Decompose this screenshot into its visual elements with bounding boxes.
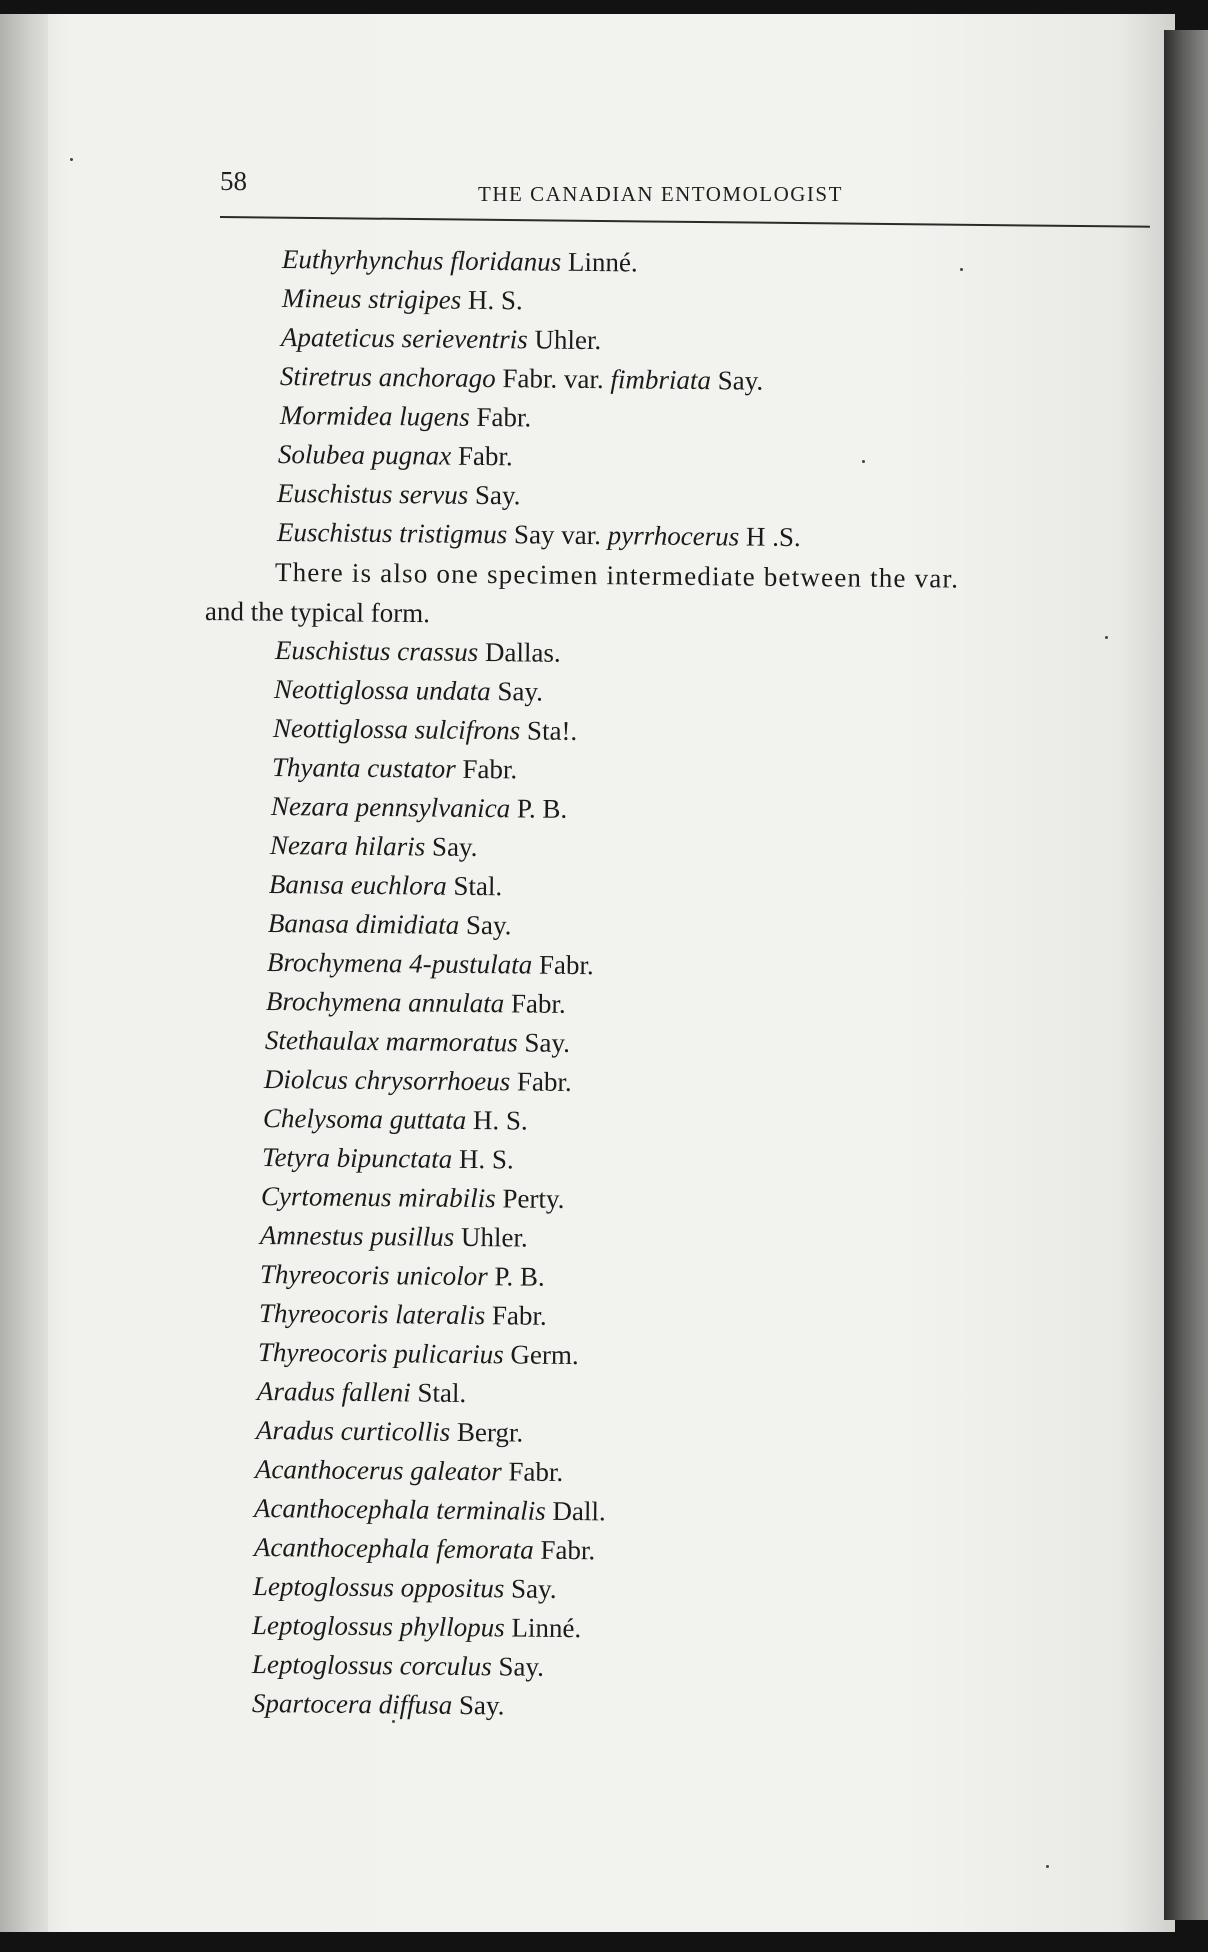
species-name: Brochymena 4-pustulata	[266, 947, 533, 980]
species-name: Euthyrhynchus floridanus	[281, 244, 562, 277]
species-name: Thyreocoris pulicarius	[257, 1337, 504, 1370]
species-name: Mineus strigipes	[281, 283, 462, 315]
species-name: Stethaulax marmoratus	[264, 1025, 518, 1058]
list-item	[267, 946, 594, 981]
list-item	[277, 516, 801, 553]
list-item	[260, 1219, 528, 1254]
species-name: Apateticus serieventris	[280, 322, 528, 355]
authority: Uhler.	[454, 1221, 528, 1253]
authority: H. S.	[461, 284, 523, 316]
list-item	[270, 829, 478, 863]
list-item	[263, 1102, 528, 1137]
list-item	[277, 477, 521, 511]
list-item	[258, 1336, 579, 1371]
list-item	[272, 751, 518, 785]
authority: Stal.	[446, 870, 503, 902]
species-name: Acanthocerus galeator	[254, 1454, 502, 1487]
list-item	[274, 673, 543, 708]
authority: Say.	[468, 479, 521, 511]
authority: Sta!.	[520, 715, 578, 746]
authority: Say.	[517, 1027, 571, 1058]
list-item	[278, 438, 513, 472]
authority: H. S.	[452, 1143, 514, 1175]
authority: Bergr.	[450, 1416, 524, 1448]
list-item	[273, 712, 578, 747]
species-name: Aradus falleni	[256, 1376, 411, 1408]
authority: Fabr.	[504, 988, 566, 1019]
species-name: Acanthocephala femorata	[253, 1532, 534, 1565]
list-item	[252, 1609, 582, 1644]
authority: Say var.	[507, 519, 608, 551]
species-name: Thyreocoris lateralis	[258, 1298, 486, 1331]
list-item	[253, 1570, 557, 1605]
list-item	[282, 243, 638, 278]
dust-speck	[392, 1720, 395, 1723]
species-name: Spartocera diffusa	[251, 1688, 453, 1720]
list-item	[280, 399, 532, 433]
species-name: Banasa dimidiata	[267, 908, 460, 940]
species-name: Leptoglossus phyllopus	[251, 1610, 505, 1643]
species-name: Tetyra bipunctata	[261, 1142, 453, 1174]
list-item	[257, 1375, 467, 1409]
species-name: Nezara pennsylvanica	[270, 791, 511, 824]
species-name: Thyanta custator	[271, 752, 456, 784]
list-item	[261, 1180, 565, 1215]
authority: Dall.	[545, 1495, 606, 1527]
list-item	[268, 907, 512, 941]
dust-speck	[70, 158, 73, 161]
list-item	[260, 1258, 545, 1293]
dust-speck	[862, 460, 865, 463]
authority: Fabr.	[451, 440, 513, 472]
species-name: Mormidea lugens	[279, 400, 470, 432]
species-name: Acanthocephala terminalis	[253, 1493, 546, 1526]
authority: Perty.	[495, 1183, 565, 1214]
list-item	[254, 1531, 596, 1566]
authority: Stal.	[410, 1377, 467, 1409]
species-name: Stiretrus anchorago	[279, 361, 496, 394]
authority: Say.	[490, 676, 544, 707]
species-name: Diolcus chrysorrhoeus	[263, 1064, 511, 1097]
list-item	[262, 1141, 514, 1175]
authority: Fabr.	[501, 1456, 564, 1487]
list-item	[275, 634, 561, 669]
species-name: Neottiglossa sulcifrons	[272, 713, 521, 746]
authority: Say.	[459, 909, 512, 941]
species-name: Solubea pugnax	[277, 439, 452, 471]
species-name: Banısa euchlora	[268, 869, 447, 901]
species-name: Thyreocoris unicolor	[259, 1259, 488, 1292]
species-name: Leptoglossus oppositus	[252, 1571, 505, 1604]
authority: Linné.	[504, 1612, 582, 1644]
variety-authority: Say.	[710, 365, 764, 396]
authority: Say.	[425, 831, 478, 862]
authority: Say.	[504, 1573, 557, 1604]
species-name: Cyrtomenus mirabilis	[260, 1181, 496, 1214]
paragraph-line: There is also one specimen intermediate between the var.	[274, 557, 960, 594]
species-name: Euschistus tristigmus	[276, 517, 508, 550]
authority: Fabr.	[455, 753, 518, 785]
page-number: 58	[220, 166, 247, 196]
list-item	[259, 1297, 547, 1332]
authority: Fabr.	[469, 401, 532, 433]
list-item	[271, 790, 568, 825]
running-title: THE CANADIAN ENTOMOLOGIST	[478, 182, 843, 206]
authority: Fabr.	[485, 1300, 547, 1331]
page-edge-shadow	[1164, 30, 1208, 1920]
authority: Say.	[491, 1651, 545, 1682]
species-name: Amnestus pusillus	[259, 1220, 455, 1252]
list-item	[280, 360, 764, 397]
species-name: Leptoglossus corculus	[251, 1649, 492, 1682]
paragraph-line: and the typical form.	[204, 596, 431, 629]
species-name: Neottiglossa undata	[273, 674, 491, 707]
authority: H. S.	[466, 1104, 528, 1136]
authority: Fabr.	[532, 949, 594, 981]
authority: Germ.	[503, 1339, 579, 1371]
authority: Uhler.	[527, 324, 602, 356]
list-item	[256, 1414, 524, 1449]
list-item	[254, 1492, 606, 1527]
authority: Fabr.	[533, 1534, 596, 1566]
dust-speck	[1105, 636, 1108, 639]
list-item	[269, 868, 503, 902]
list-item	[252, 1687, 505, 1721]
list-item	[264, 1063, 572, 1098]
list-item	[282, 282, 523, 316]
authority: P. B.	[510, 793, 568, 824]
authority: Linné.	[561, 246, 638, 278]
list-item	[281, 321, 601, 356]
authority: Say.	[452, 1689, 505, 1721]
authority: Fabr.	[510, 1066, 572, 1097]
species-name: Nezara hilaris	[269, 830, 426, 862]
dust-speck	[960, 268, 963, 271]
species-name: Aradus curticollis	[255, 1415, 451, 1447]
list-item	[252, 1648, 544, 1683]
variety-name: pyrrhocerus	[607, 520, 740, 552]
list-item	[266, 985, 566, 1020]
authority: Fabr. var.	[495, 363, 611, 395]
dust-speck	[1046, 1865, 1049, 1868]
list-item	[255, 1453, 564, 1488]
species-name: Chelysoma guttata	[262, 1103, 467, 1135]
species-name: Euschistus crassus	[274, 635, 479, 667]
species-name: Brochymena annulata	[265, 986, 505, 1019]
list-item	[265, 1024, 570, 1059]
variety-authority: H .S.	[739, 521, 801, 553]
variety-name: fimbriata	[610, 364, 712, 396]
authority: Dallas.	[478, 636, 561, 668]
species-name: Euschistus servus	[276, 478, 469, 510]
authority: P. B.	[487, 1261, 545, 1292]
